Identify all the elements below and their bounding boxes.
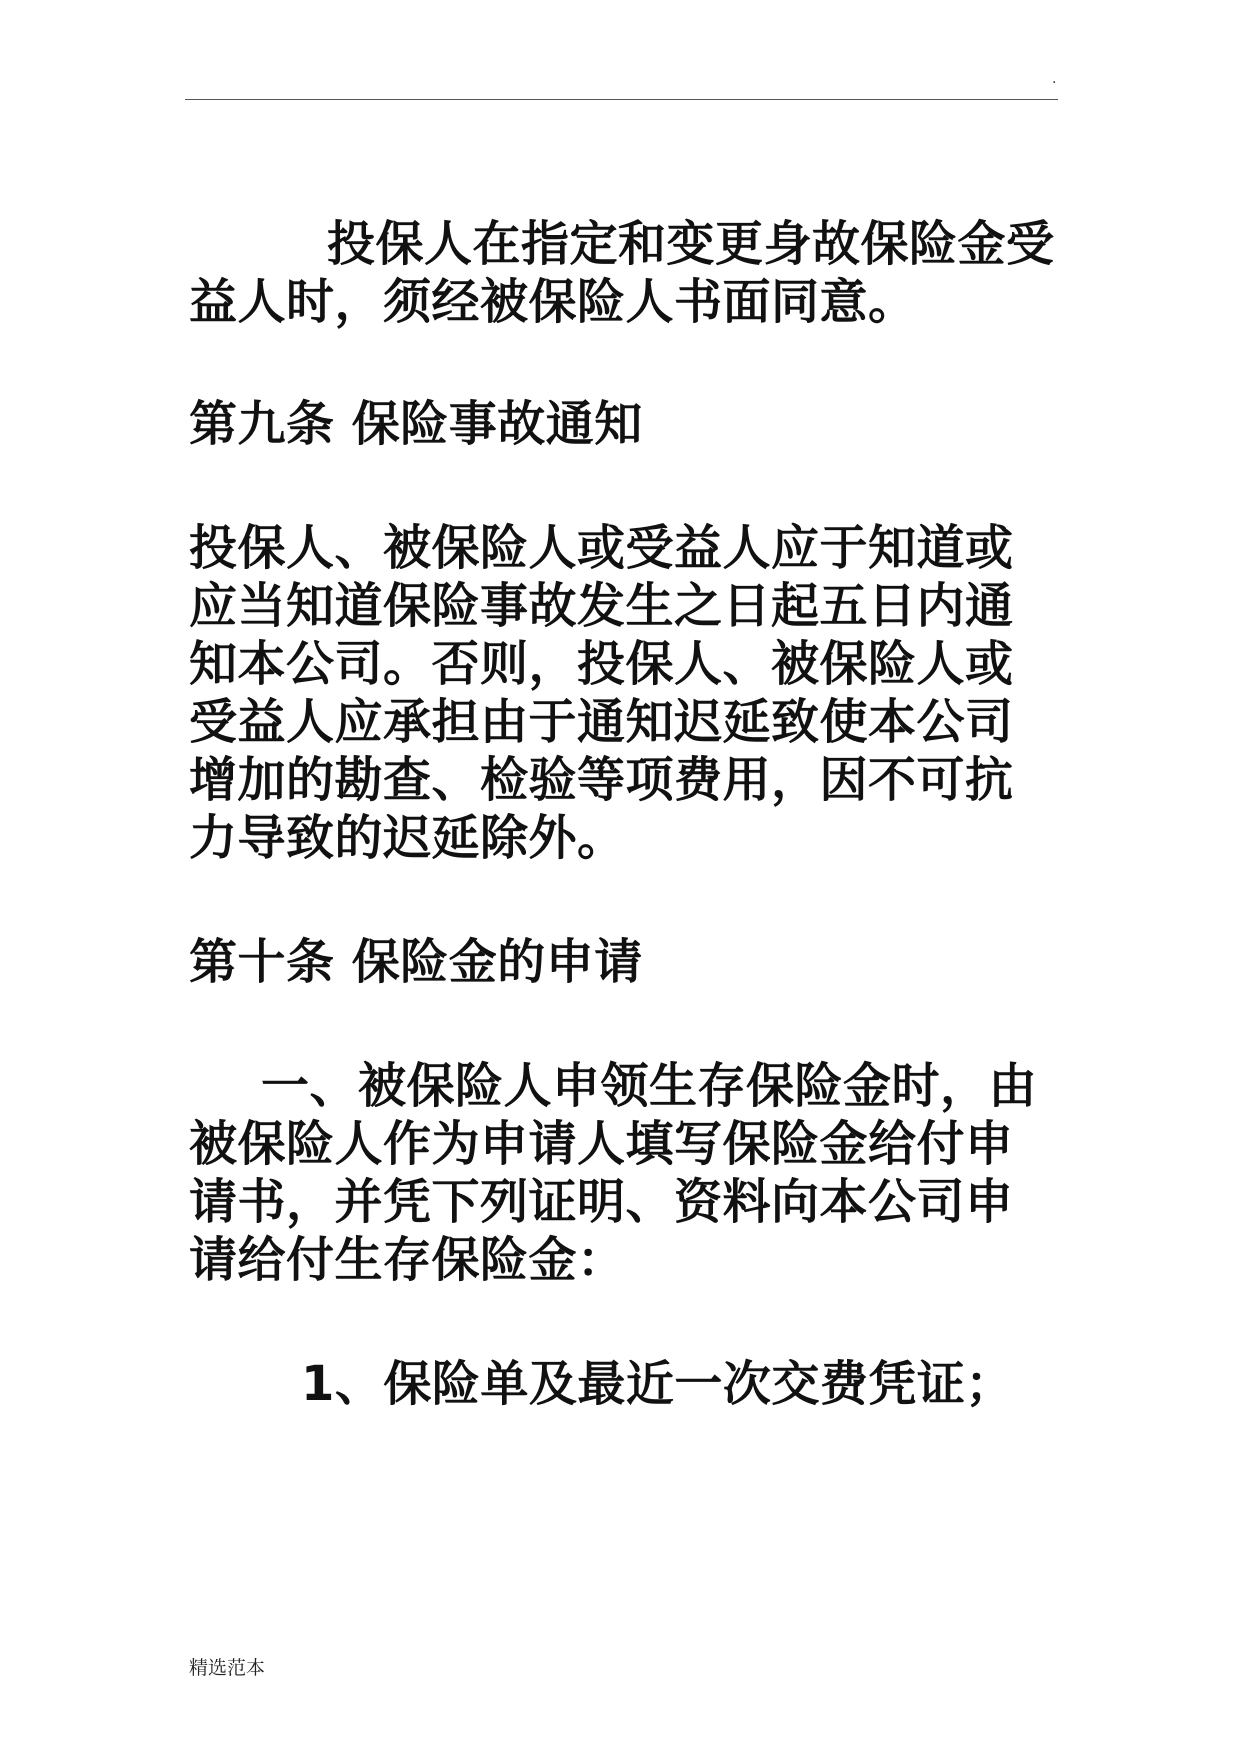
article-9-heading: 第九条 保险事故通知: [189, 396, 643, 452]
header-mark: .: [1052, 71, 1057, 87]
paragraph-beneficiary-consent: 投保人在指定和变更身故保险金受益人时，须经被保险人书面同意。: [189, 216, 1055, 330]
document-body: [189, 215, 1059, 1413]
header-divider: [185, 99, 1058, 100]
paragraph-accident-notice: 投保人、被保险人或受益人应于知道或应当知道保险事故发生之日起五日内通知本公司。否则，投保人、被保险人或受益人应承担由于通知迟延致使本公司增加的勘查、检验等项费用，因不可抗力导致的迟延除外。: [189, 520, 1014, 866]
article-10-heading: 第十条 保险金的申请: [189, 934, 643, 990]
page-footer: 精选范本: [189, 1657, 266, 1679]
paragraph-survival-benefit-claim: 一、被保险人申领生存保险金时，由被保险人作为申请人填写保险金给付申请书，并凭下列证明、资料向本公司申请给付生存保险金：: [189, 1058, 1038, 1288]
list-item-policy-documents: 1、保险单及最近一次交费凭证；: [301, 1356, 1014, 1412]
